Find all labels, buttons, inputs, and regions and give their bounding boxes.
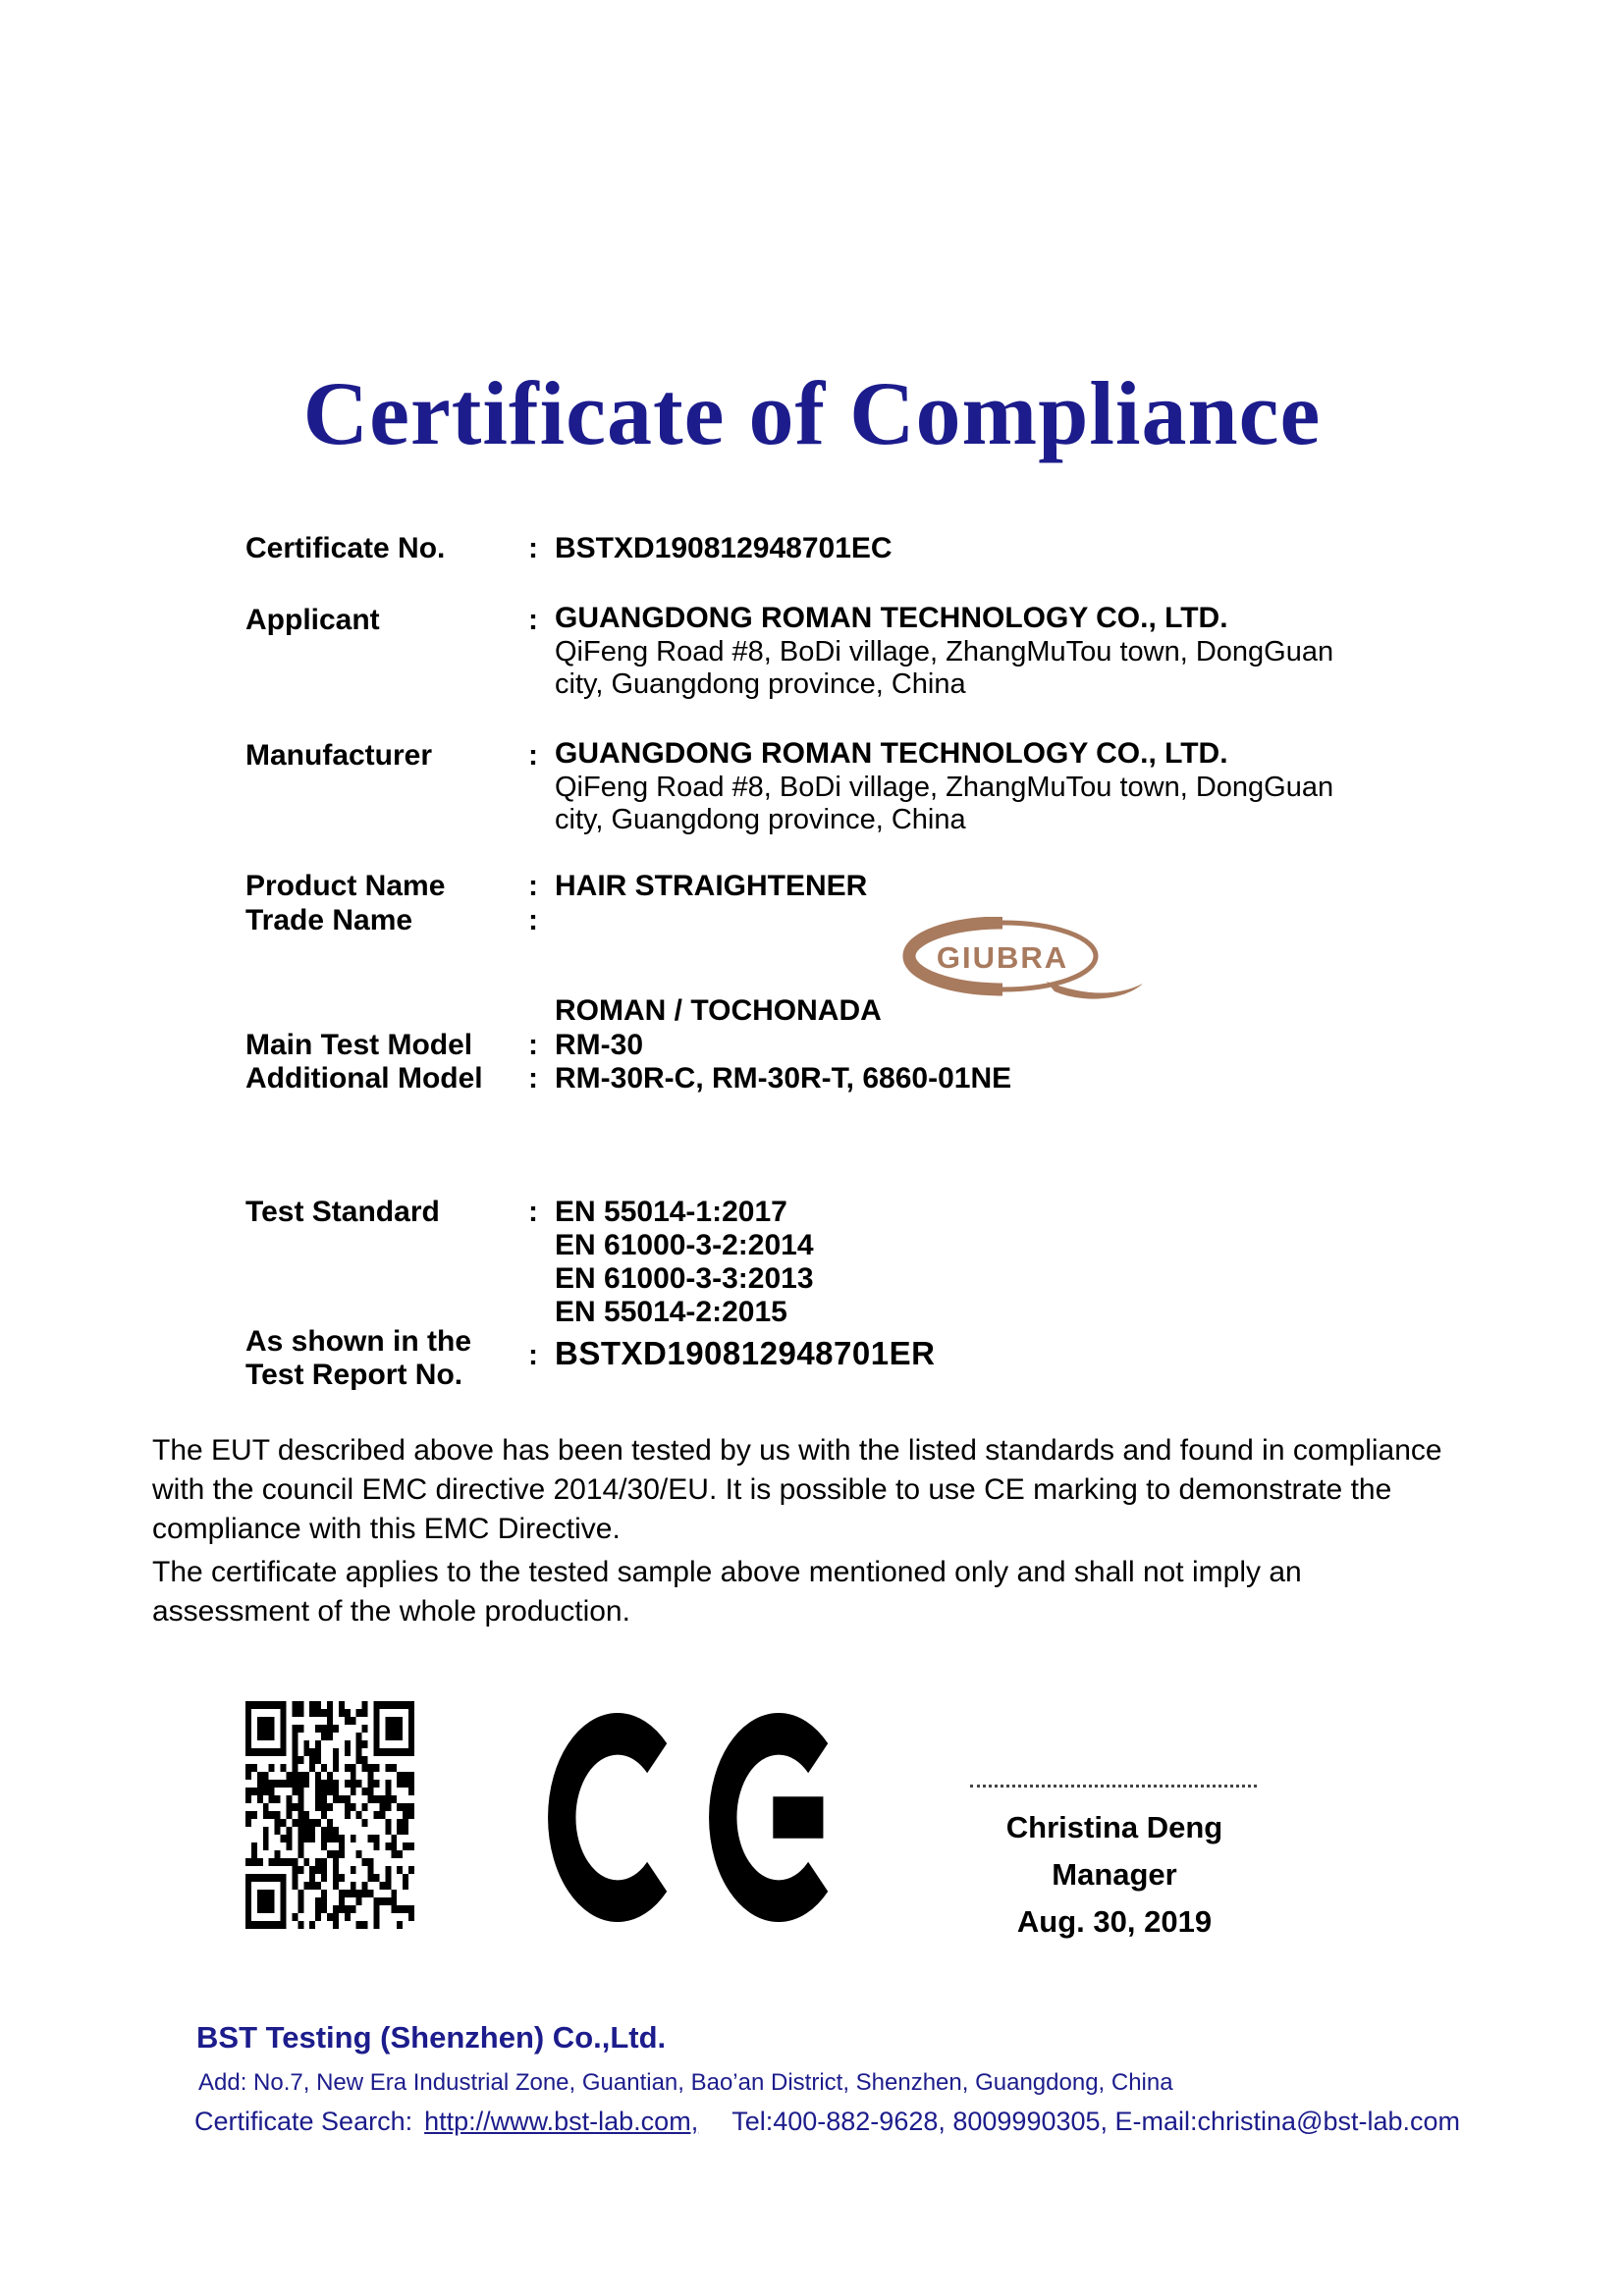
test-standard-label: Test Standard: [245, 1196, 440, 1228]
colon: :: [528, 870, 538, 902]
test-standard-line: EN 61000-3-3:2013: [555, 1262, 814, 1295]
statement-paragraph-1: The EUT described above has been tested by us with the listed standards and found in compliance with the council EMC directive 2014/30/EU. It is possible to use CE marking to demonstrate the compliance with this EMC Directive.: [152, 1434, 1442, 1545]
signature-date: Aug. 30, 2019: [1016, 1904, 1213, 1939]
colon: :: [528, 904, 538, 936]
qr-code: [245, 1701, 414, 1929]
test-standard-line: EN 61000-3-2:2014: [555, 1229, 814, 1261]
certificate-title: Certificate of Compliance: [302, 363, 1322, 463]
certificate-no-value: BSTXD190812948701EC: [555, 532, 893, 564]
colon: :: [528, 1339, 538, 1371]
test-standard-line: EN 55014-1:2017: [555, 1196, 787, 1228]
product-name-label: Product Name: [245, 870, 446, 902]
applicant-address-line2: city, Guangdong province, China: [555, 668, 966, 700]
test-report-value: BSTXD190812948701ER: [555, 1335, 936, 1371]
issuer-address: Add: No.7, New Era Industrial Zone, Guantian, Bao’an District, Shenzhen, Guangdong, China: [198, 2069, 1173, 2096]
footer-search-line: [194, 2107, 1460, 2137]
signatory-name: Christina Deng: [1005, 1810, 1223, 1844]
certificate-search-label: Certificate Search:: [194, 2107, 413, 2136]
giubra-brand-logo: [901, 917, 1147, 1012]
certificate-search-link[interactable]: http://www.bst-lab.com,: [424, 2107, 699, 2136]
signature-dotted-line: [970, 1785, 1257, 1788]
issuer-company-name: BST Testing (Shenzhen) Co.,Ltd.: [196, 2020, 667, 2055]
statement-paragraph-2: The certificate applies to the tested sample above mentioned only and shall not imply an assessment of the whole production.: [152, 1556, 1302, 1628]
applicant-address-line1: QiFeng Road #8, BoDi village, ZhangMuTou town, DongGuan: [555, 636, 1334, 667]
certificate-no-label: Certificate No.: [245, 532, 446, 564]
applicant-name: GUANGDONG ROMAN TECHNOLOGY CO., LTD.: [555, 602, 1228, 634]
giubra-logo-text: GIUBRA: [936, 940, 1069, 975]
colon: :: [528, 739, 538, 772]
test-report-label-line1: As shown in the: [245, 1325, 472, 1358]
giubra-logo-icon: [901, 917, 1147, 1007]
ce-mark-icon: [548, 1713, 848, 1922]
ce-letter-e-icon: [709, 1713, 848, 1922]
colon: :: [528, 532, 538, 564]
additional-model-value: RM-30R-C, RM-30R-T, 6860-01NE: [555, 1062, 1012, 1095]
colon: :: [528, 1196, 538, 1228]
footer-contact-info: Tel:400-882-9628, 8009990305, E-mail:christina@bst-lab.com: [731, 2107, 1461, 2136]
trade-name-label: Trade Name: [245, 904, 413, 936]
brand-names: ROMAN / TOCHONADA: [555, 994, 882, 1027]
ce-letter-c-icon: [548, 1713, 687, 1922]
manufacturer-label: Manufacturer: [245, 739, 433, 772]
applicant-label: Applicant: [245, 604, 380, 636]
signature-block: [938, 1804, 1291, 1946]
test-standard-line: EN 55014-2:2015: [555, 1296, 787, 1328]
main-test-model-value: RM-30: [555, 1029, 644, 1061]
colon: :: [528, 604, 538, 636]
colon: :: [528, 1029, 538, 1061]
manufacturer-name: GUANGDONG ROMAN TECHNOLOGY CO., LTD.: [555, 737, 1228, 770]
compliance-statement: [152, 1431, 1458, 1635]
product-name-value: HAIR STRAIGHTENER: [555, 870, 868, 902]
test-standard-values: [555, 1196, 814, 1329]
additional-model-label: Additional Model: [245, 1062, 483, 1095]
colon: :: [528, 1062, 538, 1095]
main-test-model-label: Main Test Model: [245, 1029, 473, 1061]
test-report-label-line2: Test Report No.: [245, 1359, 463, 1391]
manufacturer-address-line2: city, Guangdong province, China: [555, 804, 966, 835]
signatory-role: Manager: [1052, 1857, 1177, 1892]
manufacturer-address-line1: QiFeng Road #8, BoDi village, ZhangMuTou town, DongGuan: [555, 772, 1334, 803]
